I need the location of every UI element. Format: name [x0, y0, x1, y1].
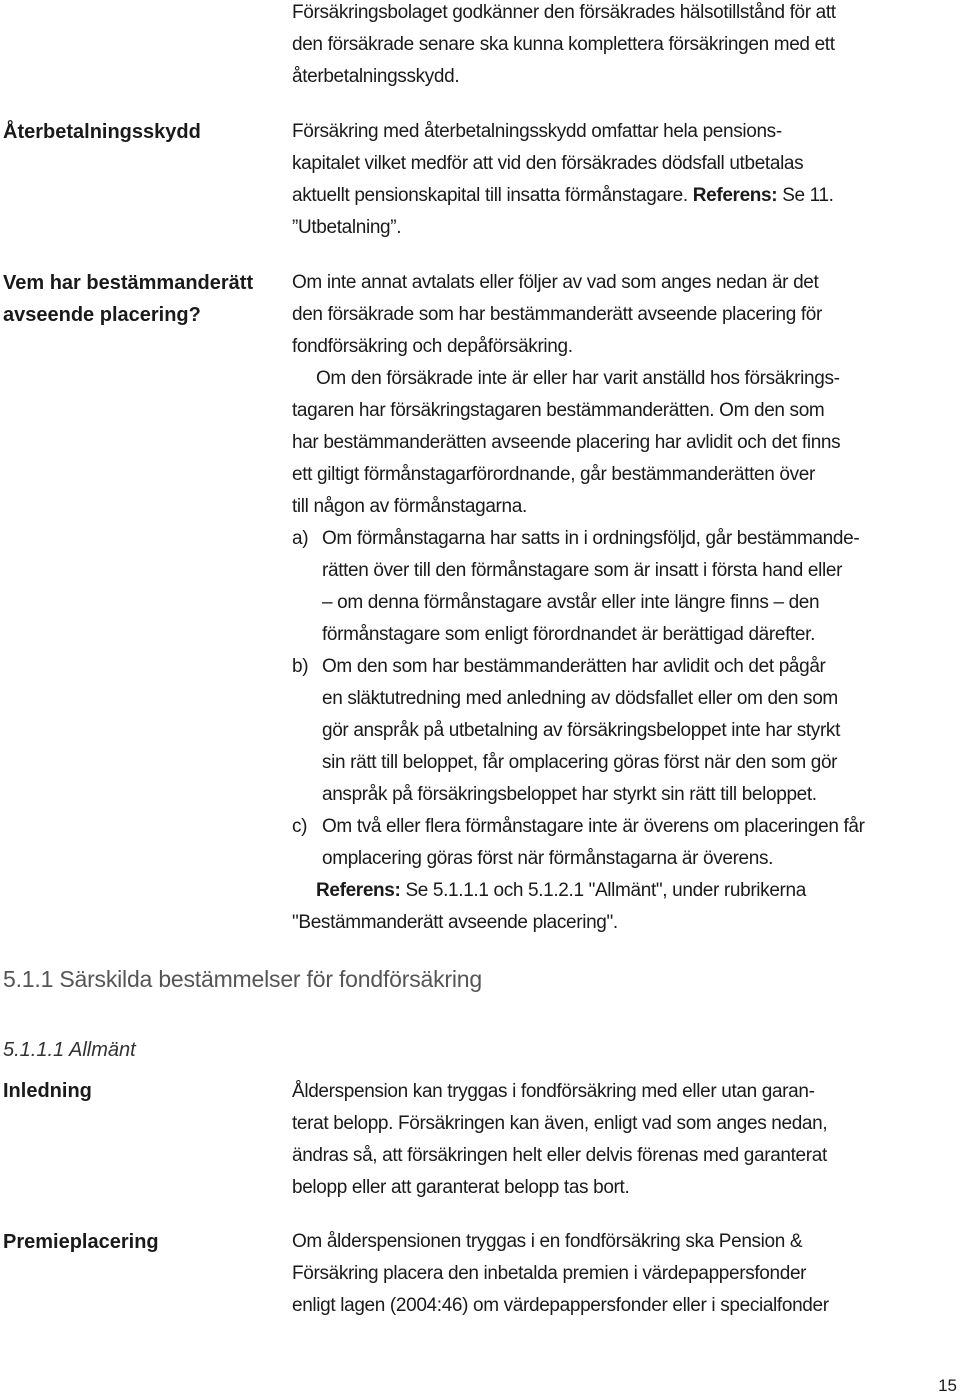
inledning-line: belopp eller att garanterat belopp tas bort.	[292, 1177, 630, 1198]
reference-line: "Bestämmanderätt avseende placering".	[292, 912, 618, 933]
premieplacering-heading: Premieplacering	[3, 1231, 159, 1253]
list-line: Om två eller flera förmånstagare inte är överens om placeringen får	[322, 816, 865, 837]
bestammanderatt-content	[292, 267, 932, 939]
premieplacering-line: enligt lagen (2004:46) om värdepappersfonder eller i specialfonder	[292, 1295, 829, 1316]
aterbetalning-heading: Återbetalningsskydd	[3, 121, 201, 143]
aterbetalning-line: kapitalet vilket medför att vid den försäkrades dödsfall utbetalas	[292, 153, 804, 174]
p1-line: fondförsäkring och depåförsäkring.	[292, 336, 573, 357]
aterbetalning-line	[292, 180, 932, 212]
inledning-paragraph	[292, 1076, 932, 1204]
list-line: anspråk på försäkringsbeloppet har styrkt sin rätt till beloppet.	[322, 784, 817, 805]
bestammanderatt-p2	[292, 363, 932, 523]
intro-paragraph	[292, 0, 932, 93]
list-item-b	[292, 651, 932, 811]
list-item-c	[292, 811, 932, 875]
reference-label: Referens:	[316, 880, 401, 901]
heading-line: Vem har bestämmanderätt	[3, 272, 254, 294]
reference-label: Referens:	[692, 185, 778, 206]
bestammanderatt-p1	[292, 267, 932, 363]
inledning-line: terat belopp. Försäkringen kan även, enligt vad som anges nedan,	[292, 1113, 828, 1134]
aterbetalning-paragraph	[292, 116, 932, 244]
list-item-a	[292, 523, 932, 651]
p2-line: har bestämmanderätten avseende placering har avlidit och det finns	[292, 432, 841, 453]
list-line: en släktutredning med anledning av dödsfallet eller om den som	[322, 688, 838, 709]
list-line: omplacering göras först när förmånstagarna är överens.	[322, 848, 774, 869]
premieplacering-paragraph	[292, 1226, 932, 1322]
p2-line: tagaren har försäkringstagaren bestämmanderätten. Om den som	[292, 400, 825, 421]
p1-line: Om inte annat avtalats eller följer av vad som anges nedan är det	[292, 272, 819, 293]
inledning-line: Ålderspension kan tryggas i fondförsäkring med eller utan garan-	[292, 1081, 815, 1102]
page-number: 15	[938, 1376, 957, 1395]
p2-line: ett giltigt förmånstagarförordnande, går bestämmanderätten över	[292, 464, 815, 485]
inledning-heading: Inledning	[3, 1080, 92, 1102]
bestammanderatt-heading	[3, 267, 283, 331]
list-line: gör anspråk på utbetalning av försäkringsbeloppet inte har styrkt	[322, 720, 841, 741]
list-line: sin rätt till beloppet, får omplacering göras först när den som gör	[322, 752, 838, 773]
subsection-heading: 5.1.1.1 Allmänt	[3, 1039, 136, 1061]
reference-line	[292, 875, 932, 907]
bestammanderatt-reference	[292, 875, 932, 939]
inledning-line: ändras så, att försäkringen helt eller delvis förenas med garanterat	[292, 1145, 827, 1166]
reference-text: Se 5.1.1.1 och 5.1.2.1 "Allmänt", under rubrikerna	[405, 880, 806, 901]
list-letter: a)	[292, 528, 309, 549]
p2-line: till någon av förmånstagarna.	[292, 496, 527, 517]
list-line: – om denna förmånstagare avstår eller inte längre finns – den	[322, 592, 820, 613]
list-letter: c)	[292, 816, 308, 837]
p1-line: den försäkrade som har bestämmanderätt avseende placering för	[292, 304, 822, 325]
aterbetalning-text: aktuellt pensionskapital till insatta förmånstagare.	[292, 185, 688, 206]
aterbetalning-line: ”Utbetalning”.	[292, 217, 402, 238]
list-line: Om förmånstagarna har satts in i ordningsföljd, går bestämmande-	[322, 528, 860, 549]
list-line: rätten över till den förmånstagare som är insatt i första hand eller	[322, 560, 843, 581]
heading-line: avseende placering?	[3, 304, 201, 326]
intro-line: den försäkrade senare ska kunna komplettera försäkringen med ett	[292, 34, 835, 55]
intro-line: återbetalningsskydd.	[292, 66, 460, 87]
p2-line: Om den försäkrade inte är eller har varit anställd hos försäkrings-	[316, 368, 840, 389]
list-letter: b)	[292, 656, 309, 677]
premieplacering-line: Försäkring placera den inbetalda premien i värdepappersfonder	[292, 1263, 807, 1284]
premieplacering-line: Om ålderspensionen tryggas i en fondförsäkring ska Pension &	[292, 1231, 803, 1252]
section-heading: 5.1.1 Särskilda bestämmelser för fondförsäkring	[3, 966, 482, 992]
intro-line: Försäkringsbolaget godkänner den försäkrades hälsotillstånd för att	[292, 2, 836, 23]
reference-text: Se 11.	[782, 185, 834, 206]
list-line: förmånstagare som enligt förordnandet är berättigad därefter.	[322, 624, 816, 645]
list-line: Om den som har bestämmanderätten har avlidit och det pågår	[322, 656, 826, 677]
aterbetalning-line: Försäkring med återbetalningsskydd omfattar hela pensions-	[292, 121, 782, 142]
